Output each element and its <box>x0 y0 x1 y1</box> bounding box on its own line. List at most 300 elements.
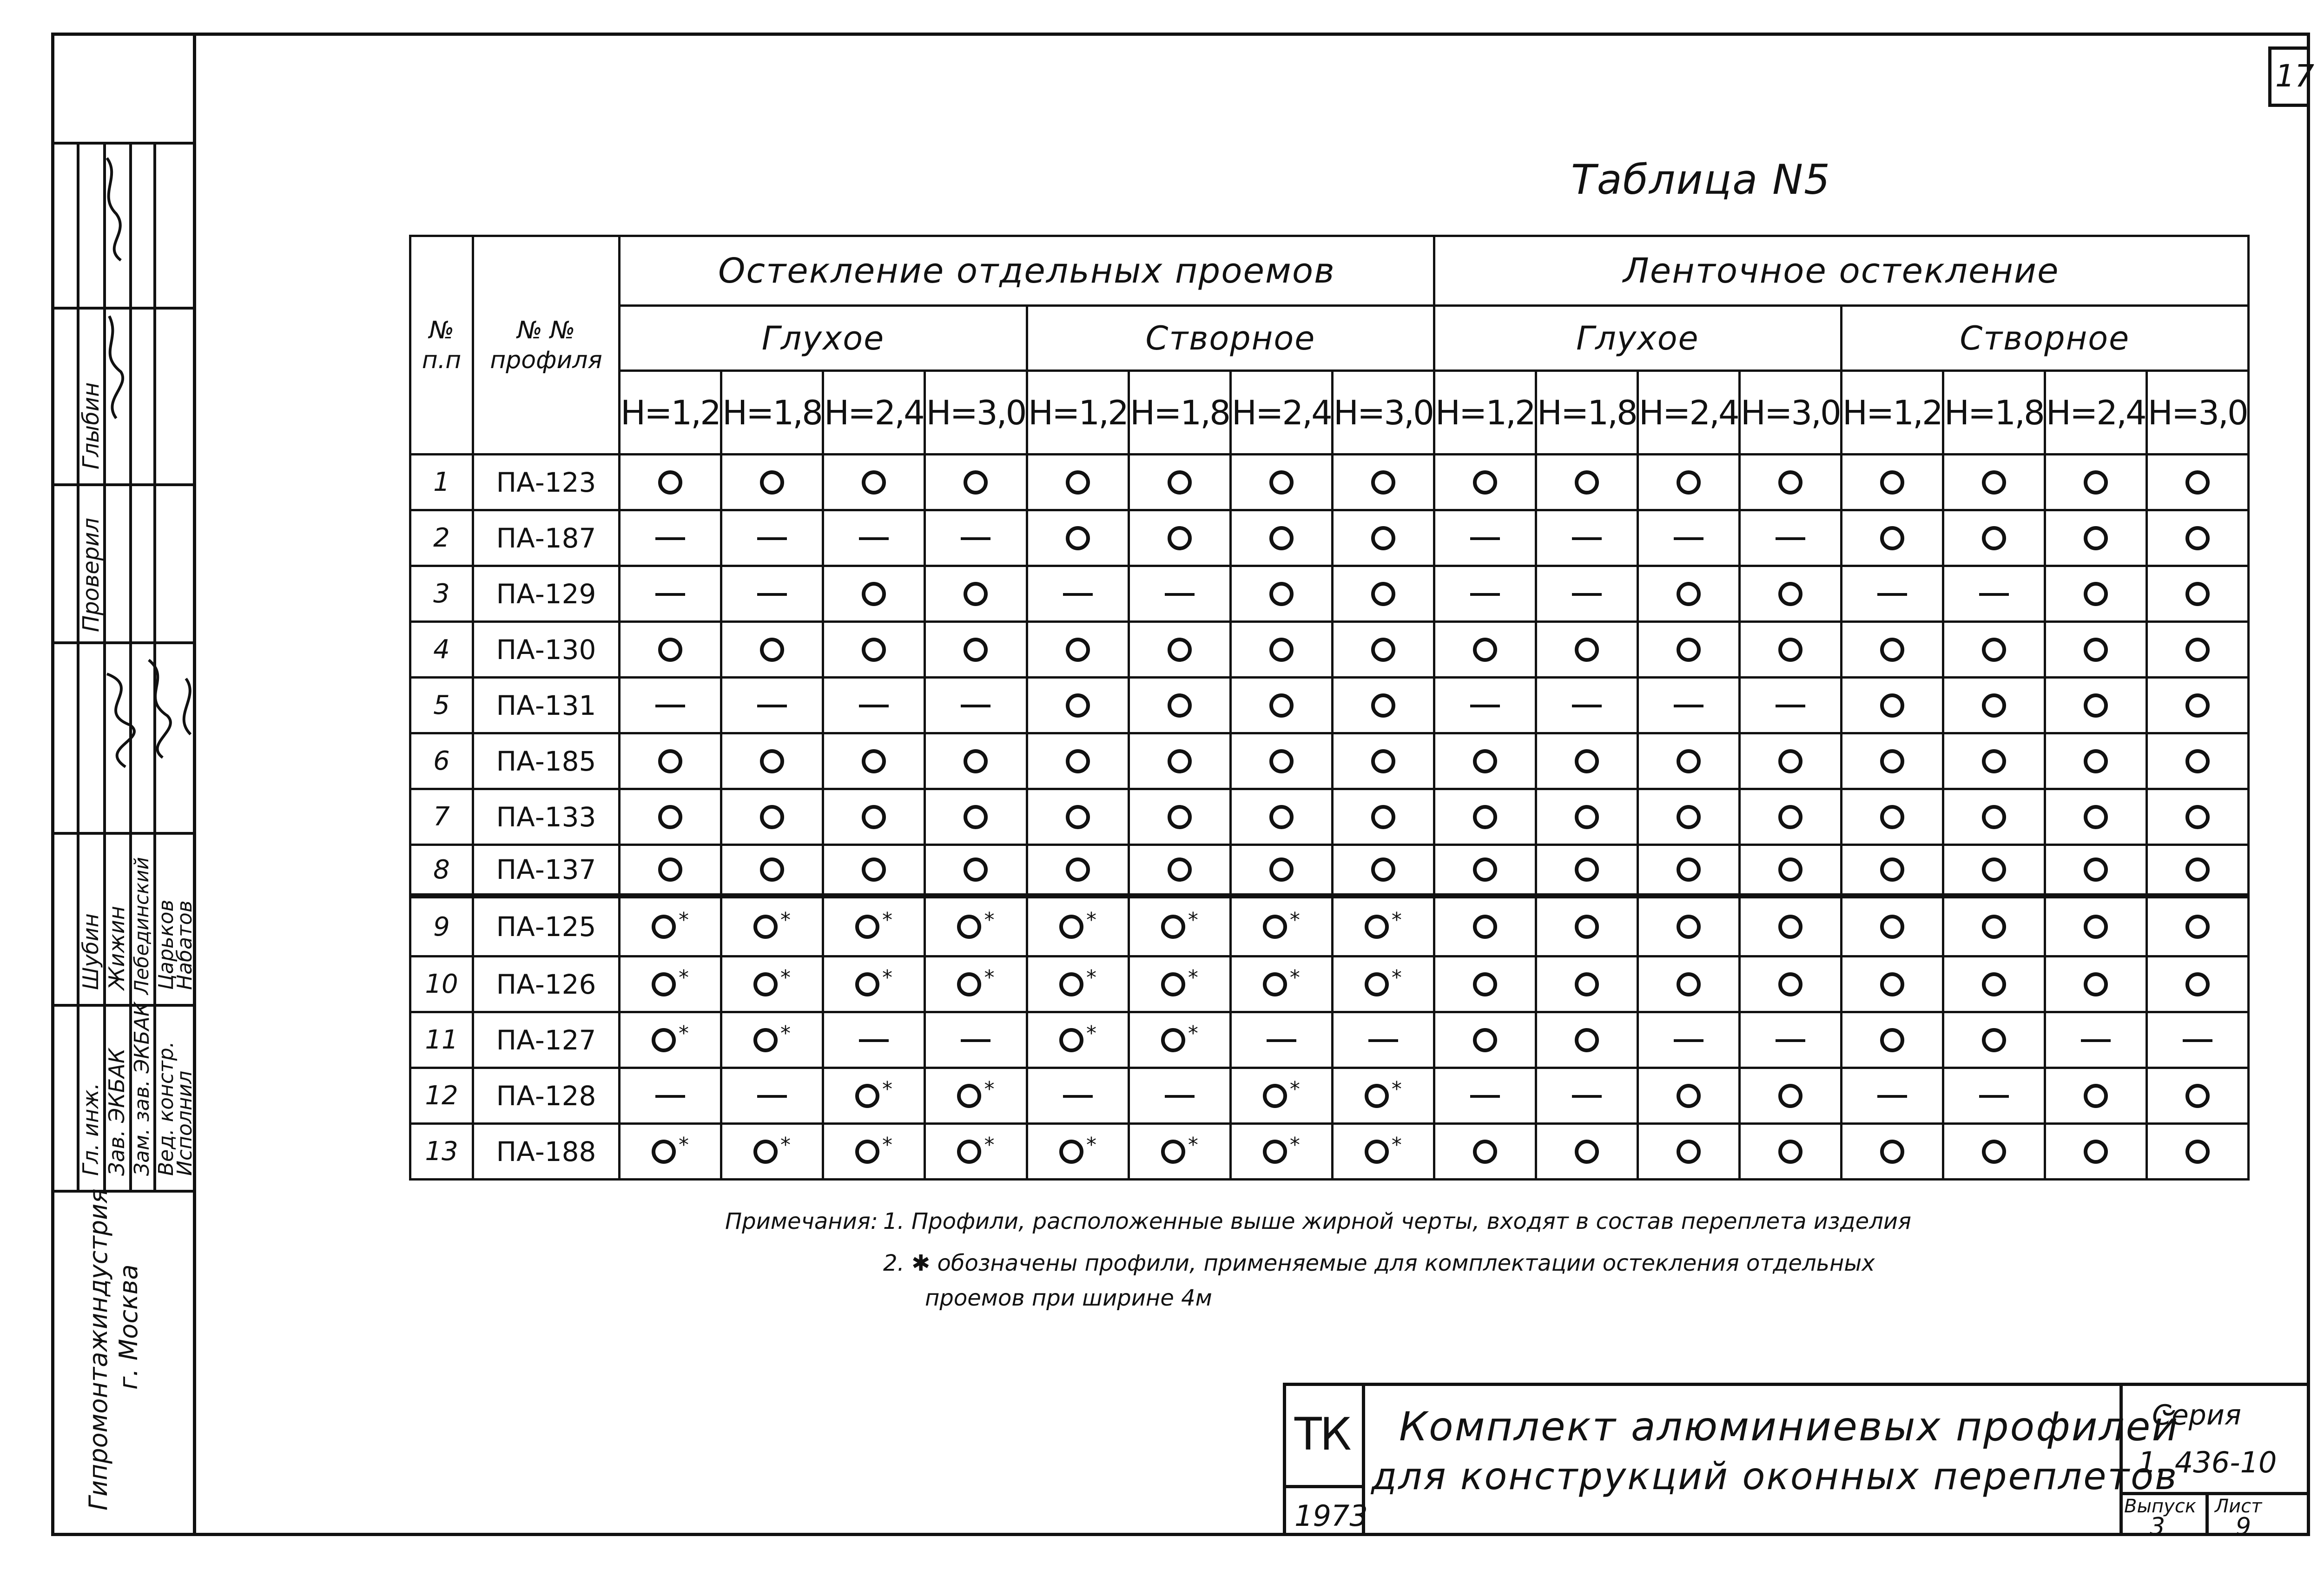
applicability-cell <box>1841 845 1943 896</box>
not-used-cell <box>924 678 1027 733</box>
asterisk-mark: * <box>780 965 791 989</box>
checked-by-label: Проверил <box>78 517 104 632</box>
applicability-cell <box>924 1124 1027 1180</box>
circle-mark <box>1778 638 1802 662</box>
circle-mark <box>1168 805 1192 829</box>
height-header: H=1,2 <box>1841 371 1943 455</box>
circle-mark <box>957 915 981 939</box>
applicability-cell <box>2045 622 2146 678</box>
circle-mark <box>1059 972 1083 996</box>
issue-value: 3 <box>2150 1513 2166 1541</box>
applicability-cell <box>1332 455 1434 510</box>
circle-mark <box>1778 1084 1802 1108</box>
applicability-cell <box>1434 733 1536 789</box>
applicability-cell <box>1841 678 1943 733</box>
circle-mark <box>2185 1140 2210 1164</box>
circle-mark <box>855 1084 879 1108</box>
row-number: 11 <box>410 1012 473 1068</box>
applicability-cell <box>1841 510 1943 566</box>
dash-mark <box>1877 593 1907 596</box>
circle-mark <box>957 1140 981 1164</box>
dash-mark <box>859 537 889 540</box>
applicability-cell <box>1536 1124 1637 1180</box>
row-number: 6 <box>410 733 473 789</box>
applicability-cell <box>1536 1012 1637 1068</box>
profile-code: ПА-131 <box>473 678 620 733</box>
circle-mark <box>1778 1140 1802 1164</box>
circle-mark <box>1066 638 1090 662</box>
applicability-cell <box>924 455 1027 510</box>
dash-mark <box>1368 1039 1398 1042</box>
applicability-cell <box>1027 789 1129 845</box>
applicability-cell <box>1332 678 1434 733</box>
applicability-cell <box>1434 622 1536 678</box>
circle-mark <box>957 1084 981 1108</box>
not-used-cell <box>721 678 823 733</box>
applicability-cell <box>721 1124 823 1180</box>
applicability-cell <box>1332 957 1434 1012</box>
circle-mark <box>964 582 988 606</box>
circle-mark <box>855 1140 879 1164</box>
document-title-line-1: Комплект алюминиевых профилей <box>1399 1404 2179 1450</box>
circle-mark <box>1880 638 1904 662</box>
asterisk-mark: * <box>984 1133 995 1157</box>
circle-mark <box>1269 582 1294 606</box>
asterisk-mark: * <box>678 965 689 989</box>
applicability-cell <box>1536 622 1637 678</box>
applicability-cell <box>1434 896 1536 957</box>
applicability-cell <box>1332 1068 1434 1124</box>
row-number: 3 <box>410 566 473 622</box>
dash-mark <box>2081 1039 2111 1042</box>
circle-mark <box>1677 582 1701 606</box>
asterisk-mark: * <box>1086 908 1096 932</box>
circle-mark <box>1778 858 1802 882</box>
circle-mark <box>1778 749 1802 773</box>
applicability-cell <box>924 789 1027 845</box>
height-header: H=2,4 <box>823 371 924 455</box>
dash-mark <box>1776 705 1805 707</box>
not-used-cell <box>1536 1068 1637 1124</box>
dash-mark <box>757 1095 787 1098</box>
applicability-cell <box>1739 622 1841 678</box>
circle-mark <box>1880 470 1904 495</box>
notes-label: Примечания: <box>725 1208 878 1234</box>
dash-mark <box>1470 705 1500 707</box>
circle-mark <box>1473 638 1497 662</box>
circle-mark <box>1677 638 1701 662</box>
not-used-cell <box>1027 566 1129 622</box>
row-number: 8 <box>410 845 473 896</box>
circle-mark <box>2185 915 2210 939</box>
circle-mark <box>1269 638 1294 662</box>
issue-label: Выпуск <box>2124 1496 2196 1517</box>
row-number: 9 <box>410 896 473 957</box>
not-used-cell <box>620 510 721 566</box>
applicability-cell <box>1943 678 2045 733</box>
asterisk-mark: * <box>1086 1021 1096 1045</box>
applicability-cell <box>1943 1124 2045 1180</box>
applicability-cell <box>1739 566 1841 622</box>
dash-mark <box>1572 1095 1602 1098</box>
circle-mark <box>1066 470 1090 495</box>
profile-code: ПА-187 <box>473 510 620 566</box>
height-header: H=3,0 <box>1332 371 1434 455</box>
applicability-cell <box>1841 622 1943 678</box>
series-label: Серия <box>2152 1399 2241 1431</box>
circle-mark <box>1880 1028 1904 1052</box>
circle-mark <box>1161 972 1185 996</box>
circle-mark <box>1269 693 1294 718</box>
asterisk-mark: * <box>1289 1133 1300 1157</box>
applicability-cell <box>721 622 823 678</box>
circle-mark <box>1473 858 1497 882</box>
circle-mark <box>1982 858 2006 882</box>
not-used-cell <box>1434 510 1536 566</box>
not-used-cell <box>1536 566 1637 622</box>
profile-code: ПА-133 <box>473 789 620 845</box>
circle-mark <box>652 915 676 939</box>
circle-mark <box>1677 858 1701 882</box>
applicability-cell <box>823 789 924 845</box>
circle-mark <box>1677 1140 1701 1164</box>
applicability-cell <box>2146 957 2248 1012</box>
circle-mark <box>753 1028 778 1052</box>
asterisk-mark: * <box>882 1077 892 1101</box>
applicability-cell <box>1332 566 1434 622</box>
applicability-cell <box>1332 845 1434 896</box>
applicability-cell <box>2045 896 2146 957</box>
circle-mark <box>2185 972 2210 996</box>
not-used-cell <box>1637 678 1739 733</box>
table-row <box>410 1012 2249 1068</box>
circle-mark <box>1473 749 1497 773</box>
dash-mark <box>1165 593 1195 596</box>
circle-mark <box>2084 805 2108 829</box>
subgroup-casement: Створное <box>1841 306 2248 371</box>
applicability-cell <box>1434 1124 1536 1180</box>
asterisk-mark: * <box>1188 1021 1198 1045</box>
dash-mark <box>1979 1095 2009 1098</box>
applicability-cell <box>1943 733 2045 789</box>
dash-mark <box>961 705 990 707</box>
circle-mark <box>1263 972 1287 996</box>
height-header: H=1,8 <box>1943 371 2045 455</box>
circle-mark <box>1880 749 1904 773</box>
applicability-cell <box>1230 957 1332 1012</box>
applicability-cell <box>1841 789 1943 845</box>
circle-mark <box>1880 972 1904 996</box>
circle-mark <box>1371 638 1395 662</box>
circle-mark <box>2084 582 2108 606</box>
circle-mark <box>1365 1140 1389 1164</box>
circle-mark <box>1059 915 1083 939</box>
sheet-label: Лист <box>2215 1496 2262 1517</box>
not-used-cell <box>1739 510 1841 566</box>
asterisk-mark: * <box>882 1133 892 1157</box>
applicability-cell <box>1739 789 1841 845</box>
applicability-cell <box>721 789 823 845</box>
stamp-role: Исполнил <box>173 1070 197 1176</box>
circle-mark <box>1982 693 2006 718</box>
circle-mark <box>2084 470 2108 495</box>
not-used-cell <box>620 566 721 622</box>
circle-mark <box>862 858 886 882</box>
circle-mark <box>760 749 784 773</box>
dash-mark <box>859 705 889 707</box>
sheet-value: 9 <box>2236 1513 2251 1541</box>
height-header: H=3,0 <box>924 371 1027 455</box>
circle-mark <box>1677 1084 1701 1108</box>
not-used-cell <box>1332 1012 1434 1068</box>
applicability-cell <box>1027 1124 1129 1180</box>
circle-mark <box>1575 858 1599 882</box>
dash-mark <box>961 1039 990 1042</box>
applicability-cell <box>1332 622 1434 678</box>
applicability-cell <box>1129 455 1230 510</box>
applicability-cell <box>2045 1068 2146 1124</box>
circle-mark <box>1269 858 1294 882</box>
dash-mark <box>757 537 787 540</box>
stamp-name: Набатов <box>173 900 197 990</box>
profile-code: ПА-125 <box>473 896 620 957</box>
title-block-border <box>1283 1485 1362 1488</box>
applicability-cell <box>1027 733 1129 789</box>
dash-mark <box>757 593 787 596</box>
circle-mark <box>753 1140 778 1164</box>
series-value: 1. 436-10 <box>2138 1445 2277 1479</box>
applicability-cell <box>721 733 823 789</box>
document-title-line-2: для конструкций оконных переплетов <box>1371 1455 2179 1498</box>
applicability-cell <box>1027 845 1129 896</box>
row-number: 2 <box>410 510 473 566</box>
applicability-cell <box>1637 957 1739 1012</box>
applicability-cell <box>1943 896 2045 957</box>
applicability-cell <box>1739 957 1841 1012</box>
circle-mark <box>2084 749 2108 773</box>
dash-mark <box>1979 593 2009 596</box>
not-used-cell <box>1739 1012 1841 1068</box>
dash-mark <box>1165 1095 1195 1098</box>
applicability-cell <box>1943 622 2045 678</box>
profile-code: ПА-128 <box>473 1068 620 1124</box>
circle-mark <box>1066 693 1090 718</box>
applicability-cell <box>1943 510 2045 566</box>
not-used-cell <box>721 510 823 566</box>
circle-mark <box>2084 1084 2108 1108</box>
applicability-cell <box>1129 957 1230 1012</box>
applicability-cell <box>1129 1124 1230 1180</box>
asterisk-mark: * <box>1188 1133 1198 1157</box>
row-number: 4 <box>410 622 473 678</box>
circle-mark <box>862 582 886 606</box>
circle-mark <box>1982 638 2006 662</box>
applicability-cell <box>1739 896 1841 957</box>
height-header: H=2,4 <box>1230 371 1332 455</box>
circle-mark <box>1778 582 1802 606</box>
circle-mark <box>964 858 988 882</box>
applicability-cell <box>924 566 1027 622</box>
asterisk-mark: * <box>780 1021 791 1045</box>
applicability-cell <box>823 733 924 789</box>
asterisk-mark: * <box>678 1133 689 1157</box>
circle-mark <box>1778 915 1802 939</box>
applicability-cell <box>823 1068 924 1124</box>
circle-mark <box>957 972 981 996</box>
not-used-cell <box>1434 1068 1536 1124</box>
circle-mark <box>1168 749 1192 773</box>
applicability-cell <box>1129 678 1230 733</box>
asterisk-mark: * <box>984 965 995 989</box>
applicability-cell <box>823 622 924 678</box>
applicability-cell <box>823 845 924 896</box>
signature-marks <box>51 139 196 837</box>
dash-mark <box>655 1095 685 1098</box>
applicability-cell <box>2045 510 2146 566</box>
subgroup-blind: Глухое <box>1434 306 1841 371</box>
asterisk-mark: * <box>1289 965 1300 989</box>
dash-mark <box>1674 1039 1703 1042</box>
asterisk-mark: * <box>1391 1077 1402 1101</box>
group-strip-glazing: Ленточное остекление <box>1434 236 2248 306</box>
circle-mark <box>1982 526 2006 550</box>
applicability-cell <box>823 1124 924 1180</box>
table-row <box>410 678 2249 733</box>
asterisk-mark: * <box>678 908 689 932</box>
subgroup-casement: Створное <box>1027 306 1434 371</box>
circle-mark <box>1161 1028 1185 1052</box>
circle-mark <box>1371 582 1395 606</box>
circle-mark <box>964 749 988 773</box>
asterisk-mark: * <box>882 908 892 932</box>
applicability-cell <box>1332 733 1434 789</box>
applicability-cell <box>1129 733 1230 789</box>
asterisk-mark: * <box>882 965 892 989</box>
circle-mark <box>1677 805 1701 829</box>
applicability-cell <box>620 789 721 845</box>
circle-mark <box>760 470 784 495</box>
profile-code: ПА-123 <box>473 455 620 510</box>
table-row <box>410 789 2249 845</box>
circle-mark <box>658 470 682 495</box>
circle-mark <box>1168 858 1192 882</box>
row-number: 12 <box>410 1068 473 1124</box>
circle-mark <box>964 638 988 662</box>
not-used-cell <box>1536 510 1637 566</box>
applicability-cell <box>1841 455 1943 510</box>
row-number: 7 <box>410 789 473 845</box>
page-number: 17 <box>2275 58 2314 94</box>
applicability-cell <box>1536 896 1637 957</box>
applicability-cell <box>1434 455 1536 510</box>
applicability-cell <box>1230 678 1332 733</box>
profile-code: ПА-188 <box>473 1124 620 1180</box>
circle-mark <box>753 972 778 996</box>
circle-mark <box>1982 972 2006 996</box>
applicability-cell <box>1129 1012 1230 1068</box>
applicability-cell <box>1943 455 2045 510</box>
not-used-cell <box>1943 566 2045 622</box>
circle-mark <box>1982 805 2006 829</box>
applicability-cell <box>1536 957 1637 1012</box>
applicability-cell <box>620 957 721 1012</box>
asterisk-mark: * <box>1289 908 1300 932</box>
circle-mark <box>1371 526 1395 550</box>
applicability-cell <box>1230 566 1332 622</box>
profile-code: ПА-126 <box>473 957 620 1012</box>
applicability-cell <box>1434 845 1536 896</box>
circle-mark <box>1269 470 1294 495</box>
applicability-cell <box>1230 1124 1332 1180</box>
dash-mark <box>1572 705 1602 707</box>
profile-code: ПА-137 <box>473 845 620 896</box>
applicability-cell <box>1637 455 1739 510</box>
dash-mark <box>1877 1095 1907 1098</box>
applicability-cell <box>2146 1068 2248 1124</box>
circle-mark <box>1575 915 1599 939</box>
circle-mark <box>1168 526 1192 550</box>
dash-mark <box>1776 1039 1805 1042</box>
applicability-cell <box>2045 455 2146 510</box>
height-header: H=3,0 <box>2146 371 2248 455</box>
circle-mark <box>658 858 682 882</box>
dash-mark <box>961 537 990 540</box>
applicability-cell <box>924 957 1027 1012</box>
applicability-cell <box>1841 957 1943 1012</box>
group-separate-openings: Остекление отдельных проемов <box>620 236 1434 306</box>
profile-code: ПА-185 <box>473 733 620 789</box>
circle-mark <box>2185 693 2210 718</box>
circle-mark <box>2084 526 2108 550</box>
circle-mark <box>658 749 682 773</box>
table-row <box>410 622 2249 678</box>
row-number: 5 <box>410 678 473 733</box>
applicability-cell <box>1027 896 1129 957</box>
applicability-cell <box>620 622 721 678</box>
circle-mark <box>760 858 784 882</box>
circle-mark <box>2185 858 2210 882</box>
applicability-cell <box>1230 455 1332 510</box>
circle-mark <box>1982 1028 2006 1052</box>
dash-mark <box>1674 705 1703 707</box>
stamp-role: Зам. зав. ЭКБАК <box>130 1002 154 1176</box>
circle-mark <box>658 638 682 662</box>
stamp-name: Шубин <box>78 913 103 990</box>
applicability-cell <box>1332 789 1434 845</box>
not-used-cell <box>620 1068 721 1124</box>
circle-mark <box>1575 1140 1599 1164</box>
circle-mark <box>1371 470 1395 495</box>
not-used-cell <box>620 678 721 733</box>
table-row <box>410 1068 2249 1124</box>
dash-mark <box>1470 1095 1500 1098</box>
title-block-border <box>1283 1383 2310 1386</box>
dash-mark <box>1776 537 1805 540</box>
circle-mark <box>1371 693 1395 718</box>
circle-mark <box>1473 1140 1497 1164</box>
circle-mark <box>1269 526 1294 550</box>
stamp-role: Вед. констр. <box>154 1041 178 1176</box>
table-row <box>410 1124 2249 1180</box>
circle-mark <box>1778 805 1802 829</box>
circle-mark <box>1059 1028 1083 1052</box>
circle-mark <box>964 470 988 495</box>
applicability-cell <box>1943 957 2045 1012</box>
applicability-cell <box>1027 622 1129 678</box>
circle-mark <box>855 972 879 996</box>
height-header: H=1,8 <box>1129 371 1230 455</box>
applicability-cell <box>2146 455 2248 510</box>
